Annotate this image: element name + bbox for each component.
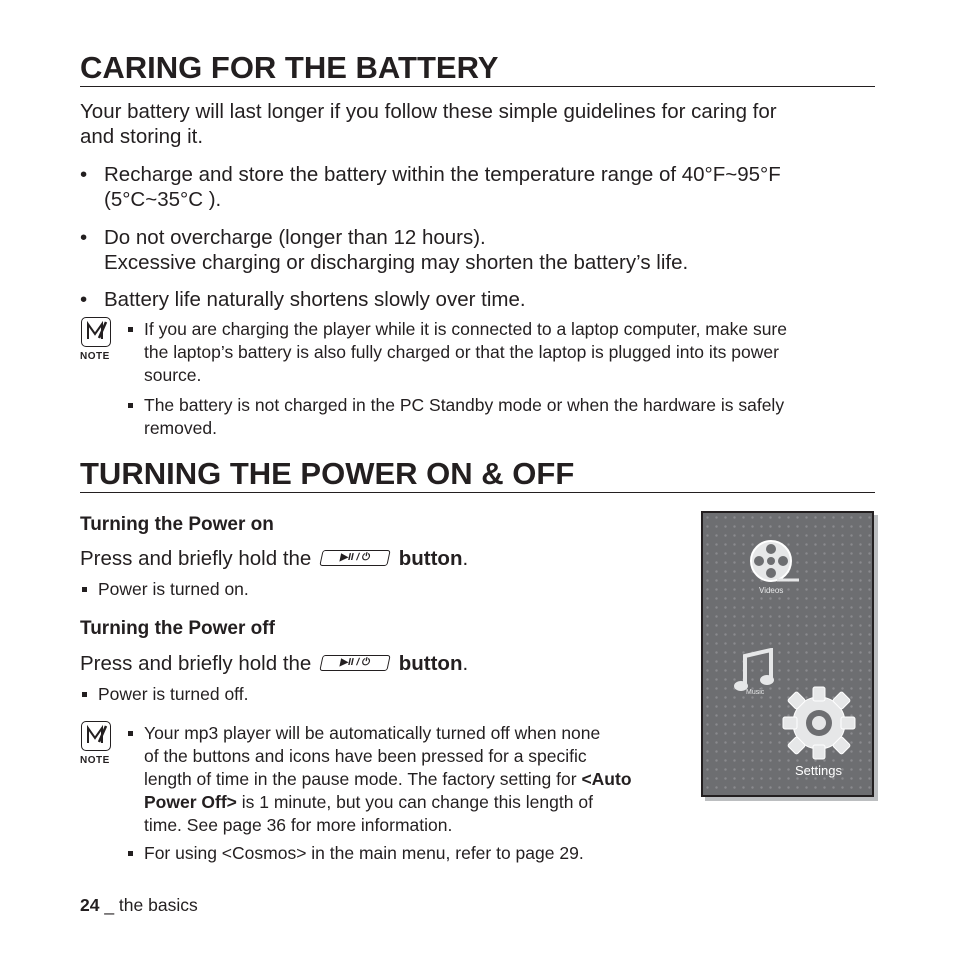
power-off-result xyxy=(82,683,248,706)
square-bullet xyxy=(82,587,87,592)
power-on-instruction xyxy=(80,546,468,571)
intro-paragraph xyxy=(80,99,870,149)
note-text: Your mp3 player will be automatically turned off when none xyxy=(144,723,601,743)
intro-line: Your battery will last longer if you follow these simple guidelines for caring for xyxy=(80,100,777,123)
footer-section-name: _ the basics xyxy=(99,895,198,915)
power-off-instruction xyxy=(80,651,468,676)
note-item xyxy=(128,394,873,440)
power-on-result xyxy=(82,578,249,601)
section-title-power: TURNING THE POWER ON & OFF xyxy=(80,456,575,491)
pencil-icon xyxy=(82,318,109,345)
square-bullet xyxy=(82,692,87,697)
settings-gear-icon xyxy=(781,685,857,761)
note-item xyxy=(128,722,698,837)
note-text: For using <Cosmos> in the main menu, refer to page 29. xyxy=(144,843,584,863)
videos-film-reel-icon xyxy=(747,539,801,587)
bullet-dot: • xyxy=(80,163,88,186)
bullet-text: Excessive charging or discharging may shorten the battery’s life. xyxy=(104,251,689,274)
bullet-text: Recharge and store the battery within the temperature range of 40°F~95°F xyxy=(104,163,781,186)
note-pencil-icon xyxy=(81,317,111,347)
note-pencil-icon xyxy=(81,721,111,751)
instruction-period: . xyxy=(462,547,469,570)
note-text-part: length of time in the pause mode. The factory setting for xyxy=(144,769,582,789)
note-label: NOTE xyxy=(80,351,110,362)
note-text: If you are charging the player while it is connected to a laptop computer, make sure xyxy=(144,319,787,339)
power-on-heading: Turning the Power on xyxy=(80,514,274,535)
result-text: Power is turned off. xyxy=(98,684,249,704)
videos-label: Videos xyxy=(759,586,784,595)
note-label: NOTE xyxy=(80,755,110,766)
note-text: The battery is not charged in the PC Standby mode or when the hardware is safely xyxy=(144,395,785,415)
square-bullet xyxy=(128,403,133,408)
square-bullet xyxy=(128,851,133,856)
note-text xyxy=(144,768,698,791)
page-number: 24 xyxy=(80,895,100,915)
note-text-bold: <Auto xyxy=(581,769,632,789)
note-text-bold: Power Off> xyxy=(144,792,237,812)
result-text: Power is turned on. xyxy=(98,579,249,599)
note-text: of the buttons and icons have been pressed for a specific xyxy=(144,746,587,766)
note-text-part: is 1 minute, but you can change this length of xyxy=(236,792,593,812)
title-rule xyxy=(80,492,875,493)
note-text: source. xyxy=(144,365,202,385)
play-pause-power-button-icon: ▶II / ⏻ xyxy=(319,550,390,566)
battery-bullet xyxy=(80,287,870,312)
note-text: time. See page 36 for more information. xyxy=(144,815,453,835)
instruction-period: . xyxy=(462,652,469,675)
note-text: the laptop’s battery is also fully charged or that the laptop is plugged into its power xyxy=(144,342,779,362)
instruction-text: Press and briefly hold the xyxy=(80,547,312,570)
bullet-text: (5°C~35°C ). xyxy=(104,188,222,211)
note-text: removed. xyxy=(144,418,217,438)
play-pause-power-button-icon: ▶II / ⏻ xyxy=(319,655,390,671)
bullet-dot: • xyxy=(80,226,88,249)
power-off-heading: Turning the Power off xyxy=(80,618,275,639)
bullet-dot: • xyxy=(80,288,88,311)
settings-label: Settings xyxy=(795,763,842,778)
section-title-battery: CARING FOR THE BATTERY xyxy=(80,50,499,85)
title-rule xyxy=(80,86,875,87)
music-label: Music xyxy=(746,689,765,696)
instruction-button-word: button xyxy=(398,652,463,675)
note-item xyxy=(128,842,698,865)
device-screen xyxy=(701,511,874,797)
intro-line: and storing it. xyxy=(80,125,204,148)
note-text xyxy=(144,791,698,814)
bullet-text: Battery life naturally shortens slowly over time. xyxy=(104,288,526,311)
note-item xyxy=(128,318,873,387)
bullet-text: Do not overcharge (longer than 12 hours). xyxy=(104,226,486,249)
instruction-text: Press and briefly hold the xyxy=(80,652,312,675)
instruction-button-word: button xyxy=(398,547,463,570)
square-bullet xyxy=(128,327,133,332)
battery-bullet xyxy=(80,162,870,212)
battery-bullet xyxy=(80,225,870,275)
square-bullet xyxy=(128,731,133,736)
pencil-icon xyxy=(82,722,109,749)
page-footer xyxy=(80,895,198,916)
